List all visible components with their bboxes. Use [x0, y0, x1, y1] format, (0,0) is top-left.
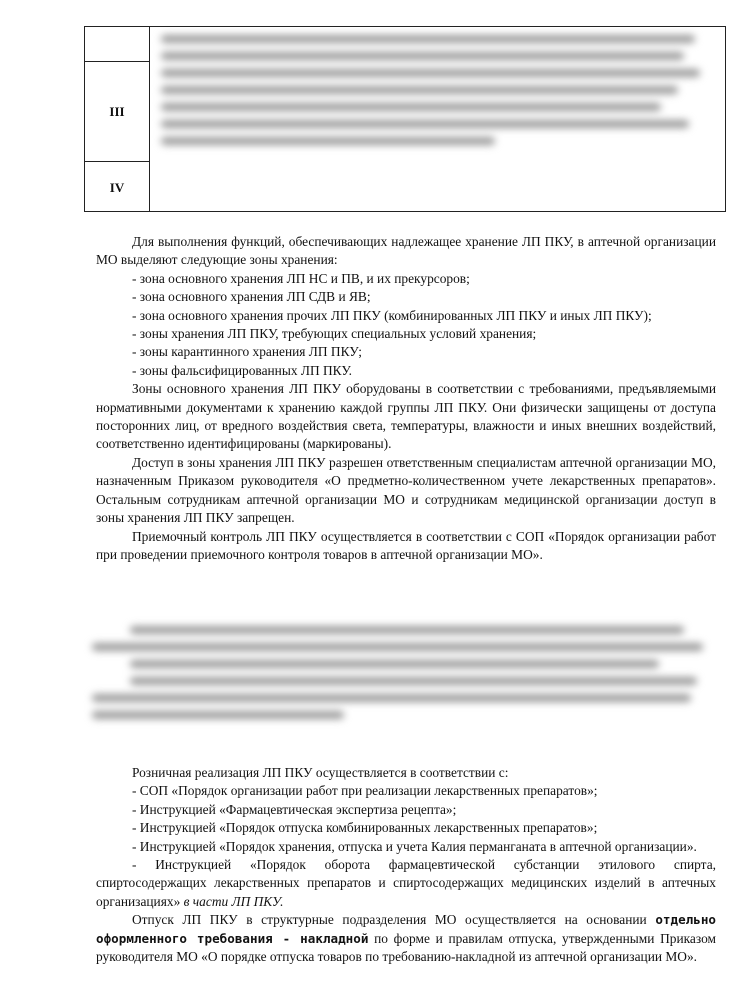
dispense-bold: отдельно оформленного требования - накладной — [96, 912, 716, 946]
zones-table — [84, 26, 726, 212]
sales-item: - Инструкцией «Порядок отпуска комбинированных лекарственных препаратов»; — [132, 820, 598, 836]
sales-item-suffix: в части ЛП ПКУ. — [180, 893, 284, 909]
zone-item: - зоны фальсифицированных ЛП ПКУ. — [132, 362, 352, 378]
sales-item — [96, 856, 716, 911]
blurred-table-content — [161, 29, 717, 209]
table-row-label: III — [109, 104, 125, 119]
storage-section — [96, 233, 716, 564]
sales-item-text: - Инструкцией «Порядок оборота фармацевтической субстанции этилового спирта, спиртосодержащих лекарственных препаратов и спиртосодержащих медицинских изделий в аптечных организациях» — [96, 857, 716, 909]
table-column-divider — [149, 27, 150, 211]
storage-intro: Для выполнения функций, обеспечивающих надлежащее хранение ЛП ПКУ, в аптечной организации МО выделяют следующие зоны хранения: — [96, 234, 716, 268]
table-row-label: IV — [109, 180, 125, 195]
table-row-divider — [85, 161, 149, 162]
sales-section — [96, 764, 716, 966]
access-paragraph: Доступ в зоны хранения ЛП ПКУ разрешен ответственным специалистам аптечной организации МО, назначенным Приказом руководителя «О предметно-количественном учете лекарственных препаратов». Остальным сотрудникам аптечной организации МО и сотрудникам медицинской организации доступ в зоны хранения ЛП ПКУ запрещен. — [96, 454, 716, 526]
zone-item: - зоны хранения ЛП ПКУ, требующих специальных условий хранения; — [132, 326, 537, 342]
dispense-text: по форме и правилам отпуска, утвержденными Приказом руководителя МО «О порядке отпуска товаров по требованию-накладной из аптечной организации МО». — [96, 930, 717, 965]
blurred-paragraph — [92, 620, 722, 760]
equipment-paragraph: Зоны основного хранения ЛП ПКУ оборудованы в соответствии с требованиями, предъявляемыми нормативными документами к хранению каждой группы ЛП ПКУ. Они физически защищены от доступа посторонних лиц, от вредного воздействия света, температуры, влажности и иных внешних воздействий, соответственно идентифицированы (маркированы). — [96, 381, 716, 452]
acceptance-paragraph: Приемочный контроль ЛП ПКУ осуществляется в соответствии с СОП «Порядок организации работ при проведении приемочного контроля товаров в аптечной организации МО». — [96, 528, 716, 562]
sales-item: - Инструкцией «Порядок хранения, отпуска и учета Калия перманганата в аптечной организации». — [132, 838, 697, 854]
dispense-text: Отпуск ЛП ПКУ в структурные подразделения МО осуществляется на основании — [132, 912, 656, 928]
sales-item: - Инструкцией «Фармацевтическая экспертиза рецепта»; — [132, 801, 457, 817]
zone-item: - зона основного хранения ЛП НС и ПВ, и их прекурсоров; — [132, 270, 470, 286]
dispense-paragraph — [96, 911, 716, 966]
sales-item: - СОП «Порядок организации работ при реализации лекарственных препаратов»; — [132, 783, 598, 799]
zone-item: - зона основного хранения ЛП СДВ и ЯВ; — [132, 289, 371, 305]
sales-intro: Розничная реализация ЛП ПКУ осуществляется в соответствии с: — [132, 765, 509, 780]
table-row-divider — [85, 61, 149, 62]
zone-item: - зона основного хранения прочих ЛП ПКУ (комбинированных ЛП ПКУ и иных ЛП ПКУ); — [132, 307, 652, 323]
zone-item: - зоны карантинного хранения ЛП ПКУ; — [132, 344, 362, 360]
